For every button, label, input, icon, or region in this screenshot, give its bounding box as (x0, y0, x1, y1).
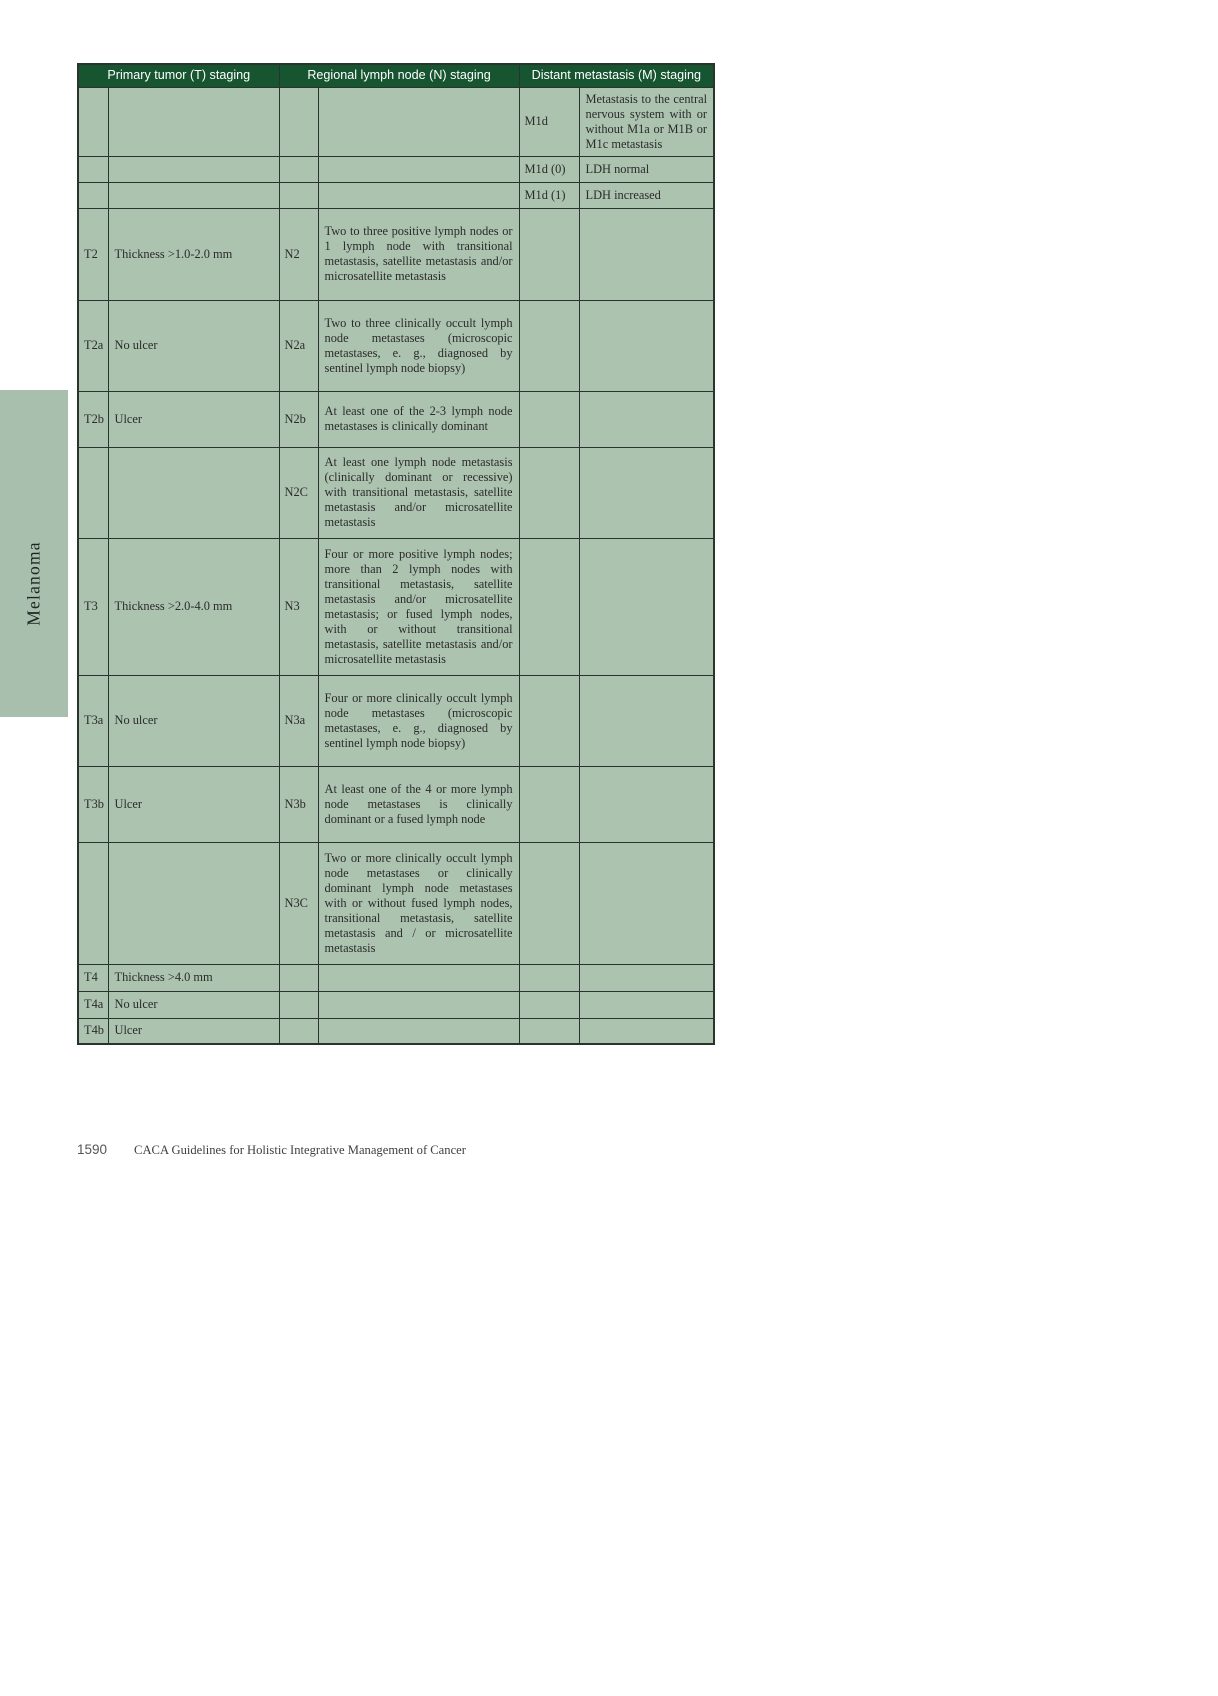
table-row (78, 208, 714, 300)
stage-code-cell (78, 842, 108, 964)
stage-description-cell (108, 182, 279, 208)
stage-code-cell (519, 675, 579, 766)
stage-code-cell (279, 156, 318, 182)
stage-code-cell: T3 (78, 538, 108, 675)
stage-description-cell: Ulcer (108, 766, 279, 842)
column-header-n-staging: Regional lymph node (N) staging (279, 64, 519, 87)
stage-description-cell (108, 156, 279, 182)
stage-description-cell (579, 675, 714, 766)
stage-description-cell: Two or more clinically occult lymph node metastases or clinically dominant lymph node metastases with or without fused lymph nodes, transitional metastasis, satellite metastasis and / or microsatellite metastasis (318, 842, 519, 964)
stage-description-cell (108, 447, 279, 538)
stage-code-cell (519, 391, 579, 447)
stage-description-cell: LDH normal (579, 156, 714, 182)
stage-description-cell: Thickness >2.0-4.0 mm (108, 538, 279, 675)
stage-code-cell: M1d (519, 87, 579, 156)
stage-description-cell (579, 391, 714, 447)
stage-code-cell (519, 1018, 579, 1044)
stage-description-cell (579, 1018, 714, 1044)
chapter-tab-melanoma (0, 390, 68, 717)
stage-description-cell: Two to three clinically occult lymph node metastases (microscopic metastases, e. g., diagnosed by sentinel lymph node biopsy) (318, 300, 519, 391)
stage-description-cell (579, 538, 714, 675)
stage-code-cell (279, 182, 318, 208)
stage-description-cell: Four or more positive lymph nodes; more than 2 lymph nodes with transitional metastasis, satellite metastasis and/or microsatellite metastasis; or fused lymph nodes, with or without transitional metastasis, satellite metastasis and/or microsatellite metastasis (318, 538, 519, 675)
stage-description-cell (318, 182, 519, 208)
stage-code-cell: T3b (78, 766, 108, 842)
stage-description-cell: Thickness >1.0-2.0 mm (108, 208, 279, 300)
stage-code-cell: M1d (0) (519, 156, 579, 182)
column-header-t-staging: Primary tumor (T) staging (78, 64, 279, 87)
stage-code-cell: T2b (78, 391, 108, 447)
stage-description-cell (579, 766, 714, 842)
stage-code-cell: T3a (78, 675, 108, 766)
stage-code-cell (519, 991, 579, 1018)
stage-code-cell: N3C (279, 842, 318, 964)
stage-code-cell (519, 447, 579, 538)
stage-description-cell (108, 87, 279, 156)
stage-code-cell (519, 208, 579, 300)
footer-title: CACA Guidelines for Holistic Integrative Management of Cancer (134, 1143, 466, 1157)
stage-code-cell (519, 538, 579, 675)
table-row (78, 182, 714, 208)
stage-code-cell (519, 842, 579, 964)
stage-code-cell: N3b (279, 766, 318, 842)
stage-description-cell (579, 991, 714, 1018)
stage-description-cell (318, 156, 519, 182)
stage-description-cell (579, 964, 714, 991)
table-row (78, 391, 714, 447)
stage-description-cell (318, 991, 519, 1018)
stage-code-cell: N3a (279, 675, 318, 766)
stage-description-cell: Metastasis to the central nervous system with or without M1a or M1B or M1c metastasis (579, 87, 714, 156)
stage-code-cell (519, 300, 579, 391)
stage-code-cell: T4 (78, 964, 108, 991)
stage-description-cell (579, 842, 714, 964)
stage-code-cell: M1d (1) (519, 182, 579, 208)
stage-code-cell: N2 (279, 208, 318, 300)
stage-code-cell: N2a (279, 300, 318, 391)
table-row (78, 675, 714, 766)
page-number: 1590 (77, 1142, 108, 1157)
chapter-tab-label: Melanoma (23, 541, 44, 626)
stage-code-cell (78, 182, 108, 208)
table-row (78, 842, 714, 964)
table-row (78, 156, 714, 182)
table-row (78, 964, 714, 991)
stage-description-cell (579, 208, 714, 300)
table-row (78, 766, 714, 842)
stage-description-cell: At least one of the 4 or more lymph node metastases is clinically dominant or a fused lymph node (318, 766, 519, 842)
page-footer (77, 1142, 466, 1158)
stage-description-cell: At least one lymph node metastasis (clinically dominant or recessive) with transitional metastasis, satellite metastasis and/or microsatellite metastasis (318, 447, 519, 538)
table-row (78, 538, 714, 675)
stage-description-cell: Ulcer (108, 391, 279, 447)
stage-code-cell: T4b (78, 1018, 108, 1044)
stage-code-cell (279, 964, 318, 991)
stage-code-cell (519, 964, 579, 991)
stage-description-cell: No ulcer (108, 991, 279, 1018)
stage-code-cell (279, 1018, 318, 1044)
table-row (78, 447, 714, 538)
stage-description-cell: No ulcer (108, 300, 279, 391)
stage-description-cell (318, 1018, 519, 1044)
stage-code-cell (78, 87, 108, 156)
stage-code-cell (519, 766, 579, 842)
stage-description-cell: Four or more clinically occult lymph node metastases (microscopic metastases, e. g., diagnosed by sentinel lymph node biopsy) (318, 675, 519, 766)
stage-description-cell: No ulcer (108, 675, 279, 766)
staging-table-body (78, 87, 714, 1044)
stage-code-cell (78, 156, 108, 182)
column-header-m-staging: Distant metastasis (M) staging (519, 64, 714, 87)
staging-table (77, 63, 715, 1045)
stage-description-cell (318, 87, 519, 156)
table-row (78, 991, 714, 1018)
stage-description-cell (318, 964, 519, 991)
stage-code-cell (279, 991, 318, 1018)
table-row (78, 300, 714, 391)
stage-description-cell: Thickness >4.0 mm (108, 964, 279, 991)
stage-code-cell: N2b (279, 391, 318, 447)
stage-description-cell (579, 447, 714, 538)
stage-code-cell: T2a (78, 300, 108, 391)
stage-code-cell: T4a (78, 991, 108, 1018)
table-header-row (78, 64, 714, 87)
stage-description-cell: At least one of the 2-3 lymph node metastases is clinically dominant (318, 391, 519, 447)
stage-description-cell: LDH increased (579, 182, 714, 208)
table-row (78, 87, 714, 156)
stage-code-cell: N2C (279, 447, 318, 538)
stage-code-cell (78, 447, 108, 538)
stage-code-cell: T2 (78, 208, 108, 300)
stage-description-cell (108, 842, 279, 964)
stage-description-cell: Two to three positive lymph nodes or 1 lymph node with transitional metastasis, satellite metastasis and/or microsatellite metastasis (318, 208, 519, 300)
table-row (78, 1018, 714, 1044)
stage-code-cell (279, 87, 318, 156)
stage-description-cell: Ulcer (108, 1018, 279, 1044)
stage-code-cell: N3 (279, 538, 318, 675)
stage-description-cell (579, 300, 714, 391)
